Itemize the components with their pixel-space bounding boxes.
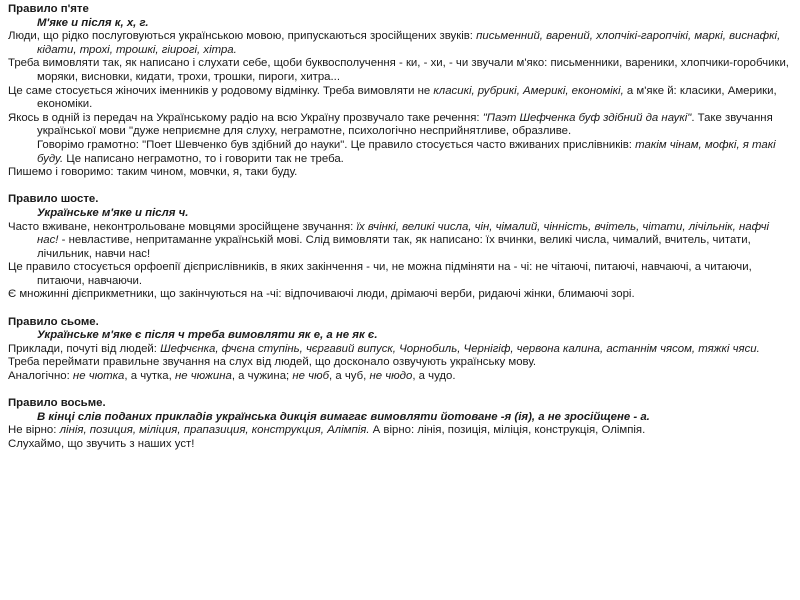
rule-8-title: Правило восьме. (8, 397, 106, 410)
rule-5-paragraph-4: Якось в одній із передач на Українському радіо на всю Україну прозвучало таке речення: "Паэт Шефченка буф здібний да наукі". Таке звучання української мови "дуже неприємне для слуху, неграмотне, психологічно несприйнятливе, образливе. (8, 111, 773, 138)
rule-7-paragraph-2: Треба переймати правильне звучання на слух від людей, що досконало озвучують українську мову. (8, 356, 537, 369)
rule-6-title: Правило шосте. (8, 193, 99, 206)
rule-8-paragraph-1: Не вірно: лінія, позиция, міліция, прапазиция, конструкция, Алімпія. А вірно: лінія, позиція, міліція, конструкція, Олімпія. (8, 424, 646, 437)
rule-6-paragraph-3: Є множинні дієприкметники, що закінчуються на -чі: відпочиваючі люди, дрімаючі верби, ридаючі жінки, блимаючі зорі. (8, 288, 635, 301)
rule-8 (8, 397, 792, 451)
rule-5-title: Правило п'яте (8, 3, 89, 15)
rule-7-paragraph-3: Аналогічно: не чютка, а чутка, не чюжина, а чужина; не чюб, а чуб, не чюдо, а чудо. (8, 370, 456, 383)
rule-6-paragraph-2: Це правило стосується орфоепії дієприслівників, в яких закінчення - чи, не можна підміняти на - чі: не чітаючі, питаючі, навчаючі, а читаючи, питаючи, навчаючи. (8, 261, 752, 287)
rule-5-paragraph-6: Пишемо і говоримо: таким чином, мовчки, я, таки буду. (8, 166, 298, 179)
rule-5-paragraph-3: Це саме стосується жіночих іменників у родовому відмінку. Треба вимовляти не класикі, рубрикі, Америкі, економікі, а м'яке й: класики, Америки, економіки. (8, 84, 777, 111)
rule-5-paragraph-2: Треба вимовляти так, як написано і слухати себе, щоби буквосполучення - ки, - хи, - чи звучали м'яко: письменники, вареники, хлопчики-горобчики, моряки, висновки, кидати, трохи, трошки, пироги, хитра... (8, 57, 789, 83)
rule-6 (8, 193, 792, 302)
rule-5-subtitle: М'яке и після к, х, г. (37, 16, 149, 29)
rule-5-paragraph-1: Люди, що рідко послуговуються українською мовою, припускаються зросійщених звуків: письменний, варений, хлопчікі-гаропчікі, маркі, виснафкі, кідати, трохі, трошкі, гіирогі, хітра. (8, 30, 781, 56)
rule-5 (8, 3, 792, 180)
spacer (8, 302, 792, 316)
rule-7 (8, 316, 792, 384)
spacer (8, 180, 792, 194)
spacer (8, 384, 792, 398)
rule-6-paragraph-1: Часто вживане, неконтрольоване мовцями зросійщене звучання: їх вчінкі, великі числа, чін, чімалий, чінність, вчітель, чітати, лічільнік, нафчі нас! - невластиве, непритаманне українській мові. Слід вимовляти так, як написано: їх вчинки, великі числа, чималий, вчитель, читати, лічильник, навчи нас! (8, 220, 770, 260)
rule-6-subtitle: Українське м'яке и після ч. (37, 206, 189, 219)
rule-7-title: Правило сьоме. (8, 315, 99, 328)
rule-5-paragraph-5: Говорімо грамотно: "Поет Шевченко був здібний до науки". Це правило стосується часто вживаних прислівників: такім чінам, мофкі, я такі буду. Це написано неграмотно, то і говорити так не треба. (37, 138, 776, 165)
rule-8-subtitle: В кінці слів поданих прикладів українська дикція вимагає вимовляти йотоване -я (ія), а не зросійщене - а. (37, 410, 650, 423)
rule-7-paragraph-1: Приклади, почуті від людей: Шефчєнка, фчєна ступінь, чєргавий випуск, Чорнобиль, Чернігіф, червона калина, астаннім чясом, тяжкі чяси. (8, 342, 760, 355)
rule-7-subtitle: Українське м'яке є після ч треба вимовляти як е, а не як є. (37, 329, 378, 342)
rule-8-paragraph-2: Слухаймо, що звучить з наших уст! (8, 438, 195, 450)
